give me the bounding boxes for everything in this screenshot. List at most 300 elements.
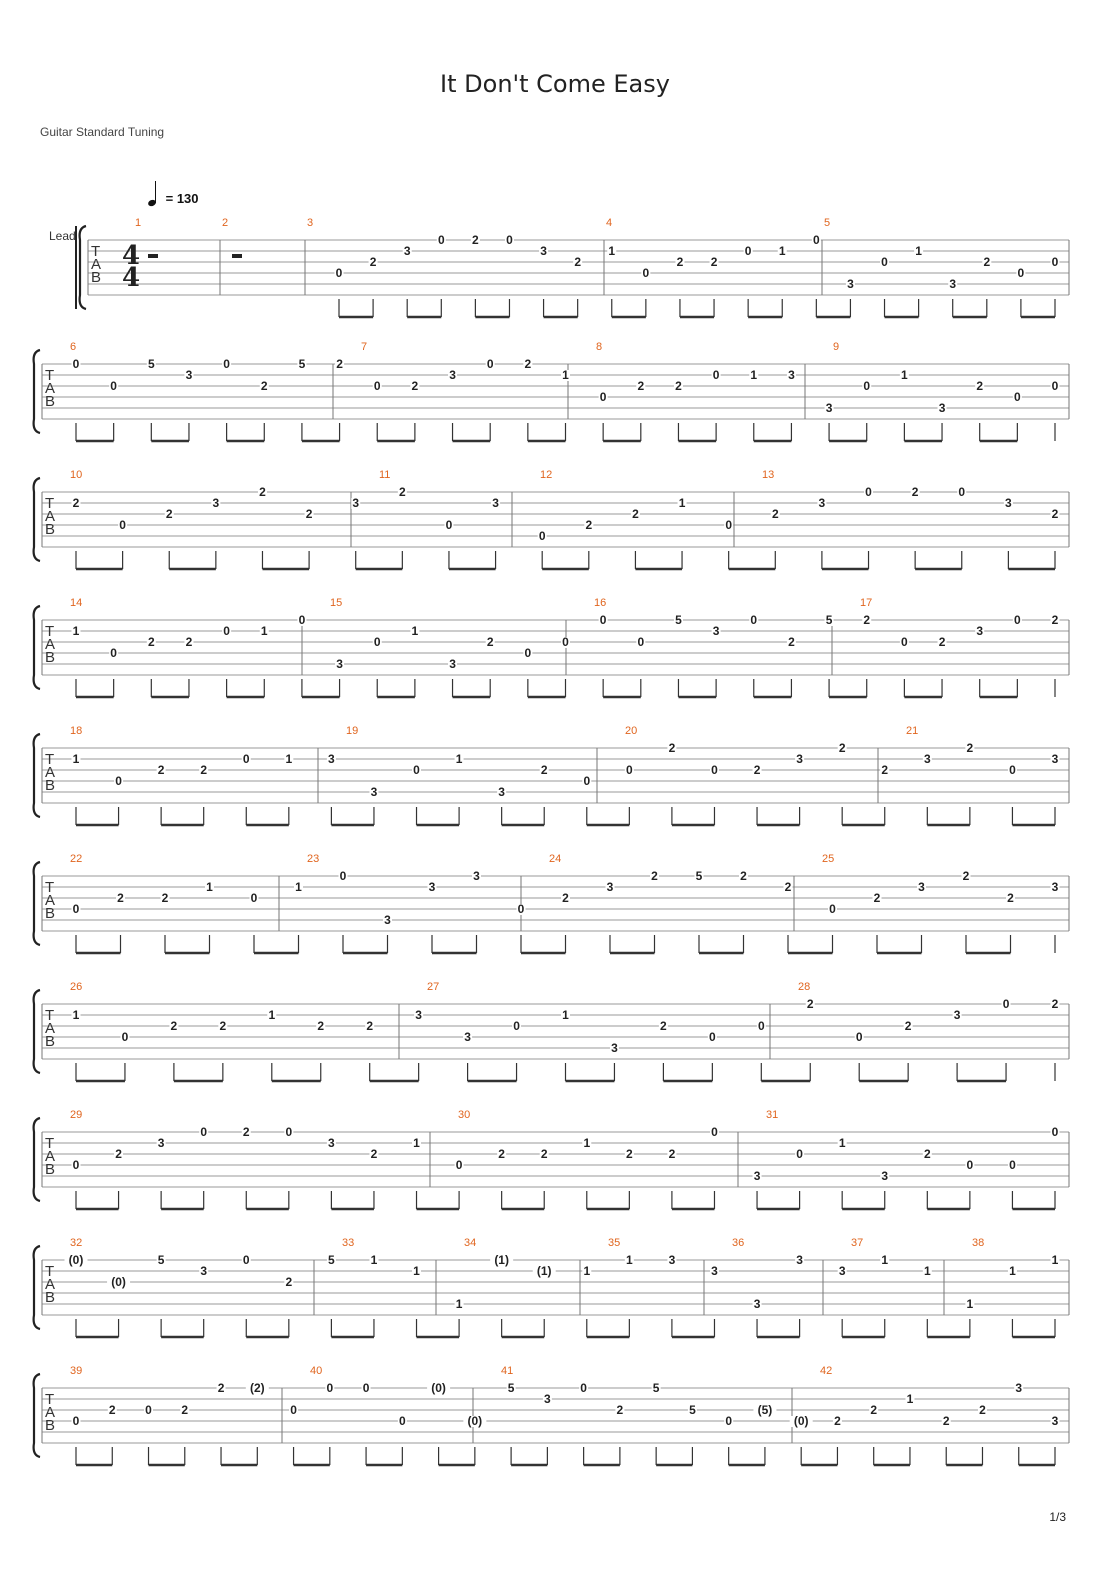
fret-number: 2 (753, 763, 761, 777)
fret-number: 0 (1014, 613, 1021, 627)
fret-number: 0 (119, 518, 126, 532)
fret-number: 3 (881, 1169, 889, 1183)
fret-number: 0 (863, 379, 871, 393)
fret-number: 5 (507, 1381, 515, 1395)
tab-letter: A (45, 1020, 56, 1037)
fret-number: 5 (652, 1381, 660, 1395)
fret-number: 1 (72, 1008, 80, 1022)
tuning-label: Guitar Standard Tuning (40, 125, 165, 139)
tab-letter: A (45, 1148, 56, 1165)
fret-number: 1 (413, 1136, 420, 1150)
fret-number: 5 (825, 613, 833, 627)
fret-number: 3 (449, 368, 456, 382)
fret-number: (1) (494, 1253, 509, 1267)
fret-number: 0 (626, 763, 633, 777)
fret-number: 0 (865, 485, 872, 499)
system-6 (34, 853, 1069, 953)
fret-number: 0 (712, 368, 720, 382)
fret-number: 2 (1051, 613, 1059, 627)
fret-number: 1 (206, 880, 213, 894)
fret-number: 0 (335, 266, 343, 280)
tab-letter: T (45, 1007, 55, 1024)
fret-number: 0 (517, 902, 525, 916)
fret-number: 3 (753, 1297, 761, 1311)
time-sig-top: 4 (122, 241, 141, 271)
system-10 (34, 1365, 1069, 1465)
measure-number: 35 (608, 1237, 621, 1249)
fret-number: 3 (753, 1169, 761, 1183)
fret-number: 0 (455, 1158, 463, 1172)
fret-number: 5 (695, 869, 703, 883)
measure-number: 26 (70, 981, 83, 993)
fret-number: 0 (398, 1414, 406, 1428)
fret-number: 3 (473, 869, 480, 883)
fret-number: 1 (268, 1008, 276, 1022)
fret-number: 3 (1015, 1381, 1023, 1395)
tab-letter: A (91, 256, 102, 273)
fret-number: 2 (366, 1019, 374, 1033)
measure-number: 10 (70, 469, 83, 481)
measure-number: 38 (972, 1237, 985, 1249)
measure-number: 32 (70, 1237, 83, 1249)
fret-number: 0 (709, 1030, 716, 1044)
measure-number: 22 (70, 853, 83, 865)
fret-number: 3 (328, 752, 335, 766)
measure-number: 33 (342, 1237, 355, 1249)
system-4 (34, 597, 1069, 697)
tab-letter: B (45, 1033, 56, 1050)
fret-number: 2 (242, 1125, 250, 1139)
fret-number: 3 (818, 496, 826, 510)
fret-number: 1 (455, 752, 463, 766)
fret-number: 3 (938, 401, 946, 415)
fret-number: (1) (536, 1264, 552, 1278)
fret-number: 0 (829, 902, 836, 916)
fret-number: (0) (431, 1381, 446, 1395)
fret-number: 2 (1007, 891, 1014, 905)
fret-number: 0 (121, 1030, 129, 1044)
system-brace (34, 990, 40, 1073)
tab-letter: B (91, 269, 102, 286)
fret-number: 3 (492, 496, 499, 510)
fret-number: 2 (923, 1147, 931, 1161)
tab-letter: A (45, 380, 56, 397)
fret-number: 3 (498, 785, 505, 799)
fret-number: 2 (157, 763, 165, 777)
fret-number: 5 (328, 1253, 335, 1267)
fret-number: 2 (185, 635, 193, 649)
fret-number: 3 (953, 1008, 961, 1022)
fret-number: 0 (744, 244, 752, 258)
tab-letter: B (45, 393, 56, 410)
fret-number: 0 (250, 891, 258, 905)
fret-number: 2 (632, 507, 639, 521)
tab-letter: B (45, 1417, 56, 1434)
fret-number: 0 (200, 1125, 208, 1139)
fret-number: 3 (212, 496, 220, 510)
tab-letter: A (45, 1404, 56, 1421)
fret-number: (0) (111, 1275, 126, 1289)
fret-number: (0) (68, 1253, 84, 1267)
fret-number: 2 (574, 255, 582, 269)
fret-number: 2 (1051, 507, 1059, 521)
fret-number: 3 (200, 1264, 208, 1278)
measure-number: 24 (549, 853, 562, 865)
tab-letter: A (45, 636, 56, 653)
fret-number: 2 (200, 763, 208, 777)
fret-number: 2 (938, 635, 946, 649)
fret-number: 2 (219, 1019, 227, 1033)
fret-number: 2 (668, 741, 676, 755)
fret-number: 0 (285, 1125, 293, 1139)
half-rest (148, 254, 158, 258)
tab-letter: T (45, 495, 55, 512)
fret-number: 2 (181, 1403, 189, 1417)
fret-number: 0 (445, 518, 453, 532)
fret-number: 2 (740, 869, 747, 883)
fret-number: (0) (793, 1414, 809, 1428)
fret-number: 0 (362, 1381, 370, 1395)
measure-number: 37 (851, 1237, 864, 1249)
measure-number: 31 (766, 1109, 779, 1121)
system-brace (80, 226, 86, 309)
fret-number: 2 (788, 635, 795, 649)
fret-number: 1 (72, 624, 80, 638)
fret-number: 1 (626, 1253, 633, 1267)
fret-number: 2 (336, 357, 343, 371)
fret-number: 2 (398, 485, 406, 499)
tab-letter: T (91, 243, 101, 260)
fret-number: 1 (285, 752, 293, 766)
tab-letter: B (45, 1161, 56, 1178)
fret-number: 0 (812, 233, 820, 247)
fret-number: 2 (966, 741, 974, 755)
fret-number: 2 (498, 1147, 505, 1161)
measure-number: 23 (307, 853, 320, 865)
tab-letter: T (45, 1391, 55, 1408)
fret-number: 3 (788, 368, 795, 382)
fret-number: 0 (1051, 255, 1059, 269)
fret-number: 2 (1051, 997, 1059, 1011)
fret-number: 1 (901, 368, 908, 382)
fret-number: 3 (464, 1030, 471, 1044)
fret-number: 2 (710, 255, 718, 269)
fret-number: 1 (295, 880, 302, 894)
measure-number: 41 (501, 1365, 514, 1377)
fret-number: 2 (260, 379, 268, 393)
fret-number: 3 (157, 1136, 165, 1150)
fret-number: 0 (326, 1381, 334, 1395)
tab-letter: B (45, 905, 56, 922)
fret-number: 2 (161, 891, 169, 905)
fret-number: 0 (110, 646, 117, 660)
fret-number: 0 (1009, 1158, 1016, 1172)
measure-number: 39 (70, 1365, 83, 1377)
fret-number: 0 (637, 635, 645, 649)
measure-number: 8 (596, 341, 603, 353)
fret-number: 2 (806, 997, 814, 1011)
fret-number: 3 (544, 1392, 551, 1406)
fret-number: 3 (796, 1253, 803, 1267)
system-9 (34, 1237, 1069, 1337)
fret-number: 0 (72, 902, 80, 916)
measure-number: 19 (346, 725, 359, 737)
system-3 (34, 469, 1069, 569)
fret-number: 2 (72, 496, 80, 510)
fret-number: 2 (870, 1403, 878, 1417)
fret-number: 2 (305, 507, 313, 521)
tab-letter: A (45, 1276, 56, 1293)
fret-number: 2 (911, 485, 919, 499)
fret-number: 0 (1017, 266, 1025, 280)
fret-number: 2 (881, 763, 889, 777)
fret-number: 3 (328, 1136, 335, 1150)
fret-number: 2 (784, 880, 792, 894)
fret-number: 2 (472, 233, 479, 247)
fret-number: 3 (540, 244, 547, 258)
fret-number: 0 (599, 613, 607, 627)
fret-number: 2 (540, 763, 548, 777)
fret-number: 1 (260, 624, 268, 638)
fret-number: 0 (486, 357, 494, 371)
tab-letter: B (45, 777, 56, 794)
measure-number: 27 (427, 981, 440, 993)
fret-number: (5) (757, 1403, 773, 1417)
fret-number: 1 (915, 244, 922, 258)
fret-number: 2 (217, 1381, 225, 1395)
tab-letter: A (45, 508, 56, 525)
measure-number: 11 (379, 469, 391, 481)
fret-number: 5 (689, 1403, 696, 1417)
fret-number: 0 (339, 869, 347, 883)
tab-letter: T (45, 879, 55, 896)
fret-number: 2 (117, 891, 124, 905)
fret-number: 0 (373, 635, 381, 649)
fret-number: 0 (223, 624, 230, 638)
fret-number: 5 (147, 357, 155, 371)
system-brace (34, 1374, 40, 1457)
fret-number: 2 (170, 1019, 178, 1033)
measure-number: 25 (822, 853, 835, 865)
fret-number: 0 (750, 613, 758, 627)
fret-number: 3 (1005, 496, 1012, 510)
fret-number: 0 (373, 379, 381, 393)
measure-number: 9 (833, 341, 840, 353)
fret-number: 2 (942, 1414, 950, 1428)
measure-number: 18 (70, 725, 83, 737)
fret-number: 1 (778, 244, 786, 258)
fret-number: 0 (506, 233, 513, 247)
fret-number: 1 (923, 1264, 931, 1278)
fret-number: 1 (750, 368, 758, 382)
fret-number: 2 (369, 255, 377, 269)
fret-number: 0 (145, 1403, 152, 1417)
fret-number: 2 (147, 635, 155, 649)
fret-number: 3 (838, 1264, 846, 1278)
fret-number: 2 (873, 891, 881, 905)
measure-number: 3 (307, 217, 314, 229)
fret-number: 5 (298, 357, 306, 371)
fret-number: 0 (437, 233, 445, 247)
fret-number: 2 (983, 255, 991, 269)
fret-number: 1 (583, 1136, 591, 1150)
measure-number: 16 (594, 597, 607, 609)
measure-number: 40 (310, 1365, 323, 1377)
fret-number: 0 (901, 635, 908, 649)
fret-number: 3 (976, 624, 984, 638)
fret-number: 3 (1051, 1414, 1059, 1428)
fret-number: (2) (249, 1381, 265, 1395)
measure-number: 12 (540, 469, 553, 481)
fret-number: 0 (513, 1019, 520, 1033)
fret-number: 1 (455, 1297, 463, 1311)
fret-number: 1 (838, 1136, 846, 1150)
fret-number: 2 (165, 507, 173, 521)
fret-number: 3 (185, 368, 193, 382)
measure-number: 36 (732, 1237, 745, 1249)
fret-number: 0 (711, 1125, 718, 1139)
measure-number: 5 (824, 217, 831, 229)
fret-number: 2 (834, 1414, 841, 1428)
measure-number: 30 (458, 1109, 471, 1121)
fret-number: 3 (847, 277, 854, 291)
fret-number: 3 (428, 880, 436, 894)
fret-number: 0 (796, 1147, 803, 1161)
fret-number: 0 (583, 774, 591, 788)
fret-number: 1 (413, 1264, 420, 1278)
tab-letter: B (45, 1289, 56, 1306)
tab-letter: T (45, 1263, 55, 1280)
fret-number: 0 (524, 646, 532, 660)
fret-number: 3 (403, 244, 411, 258)
fret-number: 1 (411, 624, 419, 638)
fret-number: 5 (675, 613, 682, 627)
fret-number: 1 (72, 752, 80, 766)
fret-number: 2 (863, 613, 871, 627)
measure-number: 29 (70, 1109, 83, 1121)
fret-number: 0 (538, 529, 546, 543)
fret-number: 2 (838, 741, 846, 755)
fret-number: 1 (562, 1008, 569, 1022)
fret-number: 2 (259, 485, 266, 499)
fret-number: 2 (676, 255, 684, 269)
time-sig-bottom: 4 (122, 263, 141, 293)
measure-number: 13 (762, 469, 775, 481)
fret-number: 2 (486, 635, 494, 649)
system-brace (34, 1246, 40, 1329)
fret-number: 0 (881, 255, 888, 269)
fret-number: 2 (979, 1403, 986, 1417)
measure-number: 28 (798, 981, 811, 993)
fret-number: 2 (540, 1147, 548, 1161)
fret-number: 3 (918, 880, 925, 894)
system-2 (34, 341, 1069, 441)
fret-number: 2 (668, 1147, 676, 1161)
fret-number: 2 (771, 507, 779, 521)
fret-number: 0 (115, 774, 122, 788)
fret-number: 5 (157, 1253, 165, 1267)
measure-number: 7 (361, 341, 368, 353)
fret-number: 0 (72, 1414, 80, 1428)
system-brace (34, 734, 40, 817)
fret-number: 3 (415, 1008, 422, 1022)
fret-number: 2 (904, 1019, 912, 1033)
fret-number: 3 (712, 624, 720, 638)
fret-number: 2 (616, 1403, 624, 1417)
fret-number: 0 (110, 379, 117, 393)
fret-number: 1 (608, 244, 616, 258)
fret-number: 2 (962, 869, 970, 883)
fret-number: 0 (1002, 997, 1010, 1011)
fret-number: 0 (1051, 379, 1059, 393)
fret-number: (0) (467, 1414, 483, 1428)
system-7 (34, 981, 1069, 1081)
system-brace (34, 606, 40, 689)
fret-number: 1 (906, 1392, 914, 1406)
fret-number: 2 (370, 1147, 378, 1161)
fret-number: 1 (1009, 1264, 1016, 1278)
fret-number: 3 (923, 752, 931, 766)
fret-number: 1 (583, 1264, 591, 1278)
fret-number: 0 (290, 1403, 297, 1417)
fret-number: 3 (825, 401, 833, 415)
fret-number: 3 (352, 496, 360, 510)
measure-number: 15 (330, 597, 343, 609)
fret-number: 3 (1051, 880, 1059, 894)
measure-number: 4 (606, 217, 613, 229)
fret-number: 3 (606, 880, 614, 894)
fret-number: 0 (1009, 763, 1016, 777)
system-1 (49, 217, 1069, 317)
fret-number: 3 (711, 1264, 718, 1278)
fret-number: 0 (1051, 1125, 1059, 1139)
measure-number: 1 (135, 217, 142, 229)
fret-number: 0 (413, 763, 420, 777)
tab-letter: A (45, 892, 56, 909)
measure-number: 42 (820, 1365, 833, 1377)
fret-number: 0 (855, 1030, 863, 1044)
fret-number: 2 (675, 379, 682, 393)
system-brace (34, 862, 40, 945)
instrument-label: Lead (49, 229, 76, 243)
fret-number: 0 (298, 613, 306, 627)
system-5 (34, 725, 1069, 825)
fret-number: 1 (966, 1297, 974, 1311)
tab-letter: T (45, 1135, 55, 1152)
fret-number: 0 (72, 357, 80, 371)
fret-number: 3 (949, 277, 957, 291)
fret-number: 0 (223, 357, 230, 371)
fret-number: 0 (1014, 390, 1021, 404)
fret-number: 2 (317, 1019, 325, 1033)
system-8 (34, 1109, 1069, 1209)
fret-number: 2 (660, 1019, 667, 1033)
fret-number: 2 (562, 891, 569, 905)
fret-number: 3 (1051, 752, 1059, 766)
tab-letter: B (45, 521, 56, 538)
tab-letter: T (45, 751, 55, 768)
fret-number: 3 (796, 752, 803, 766)
fret-number: 2 (524, 357, 532, 371)
fret-number: 0 (725, 518, 733, 532)
fret-number: 2 (651, 869, 658, 883)
fret-number: 2 (108, 1403, 116, 1417)
fret-number: 0 (580, 1381, 587, 1395)
system-brace (34, 1118, 40, 1201)
measure-number: 2 (222, 217, 229, 229)
tab-letter: A (45, 764, 56, 781)
system-brace (34, 478, 40, 561)
